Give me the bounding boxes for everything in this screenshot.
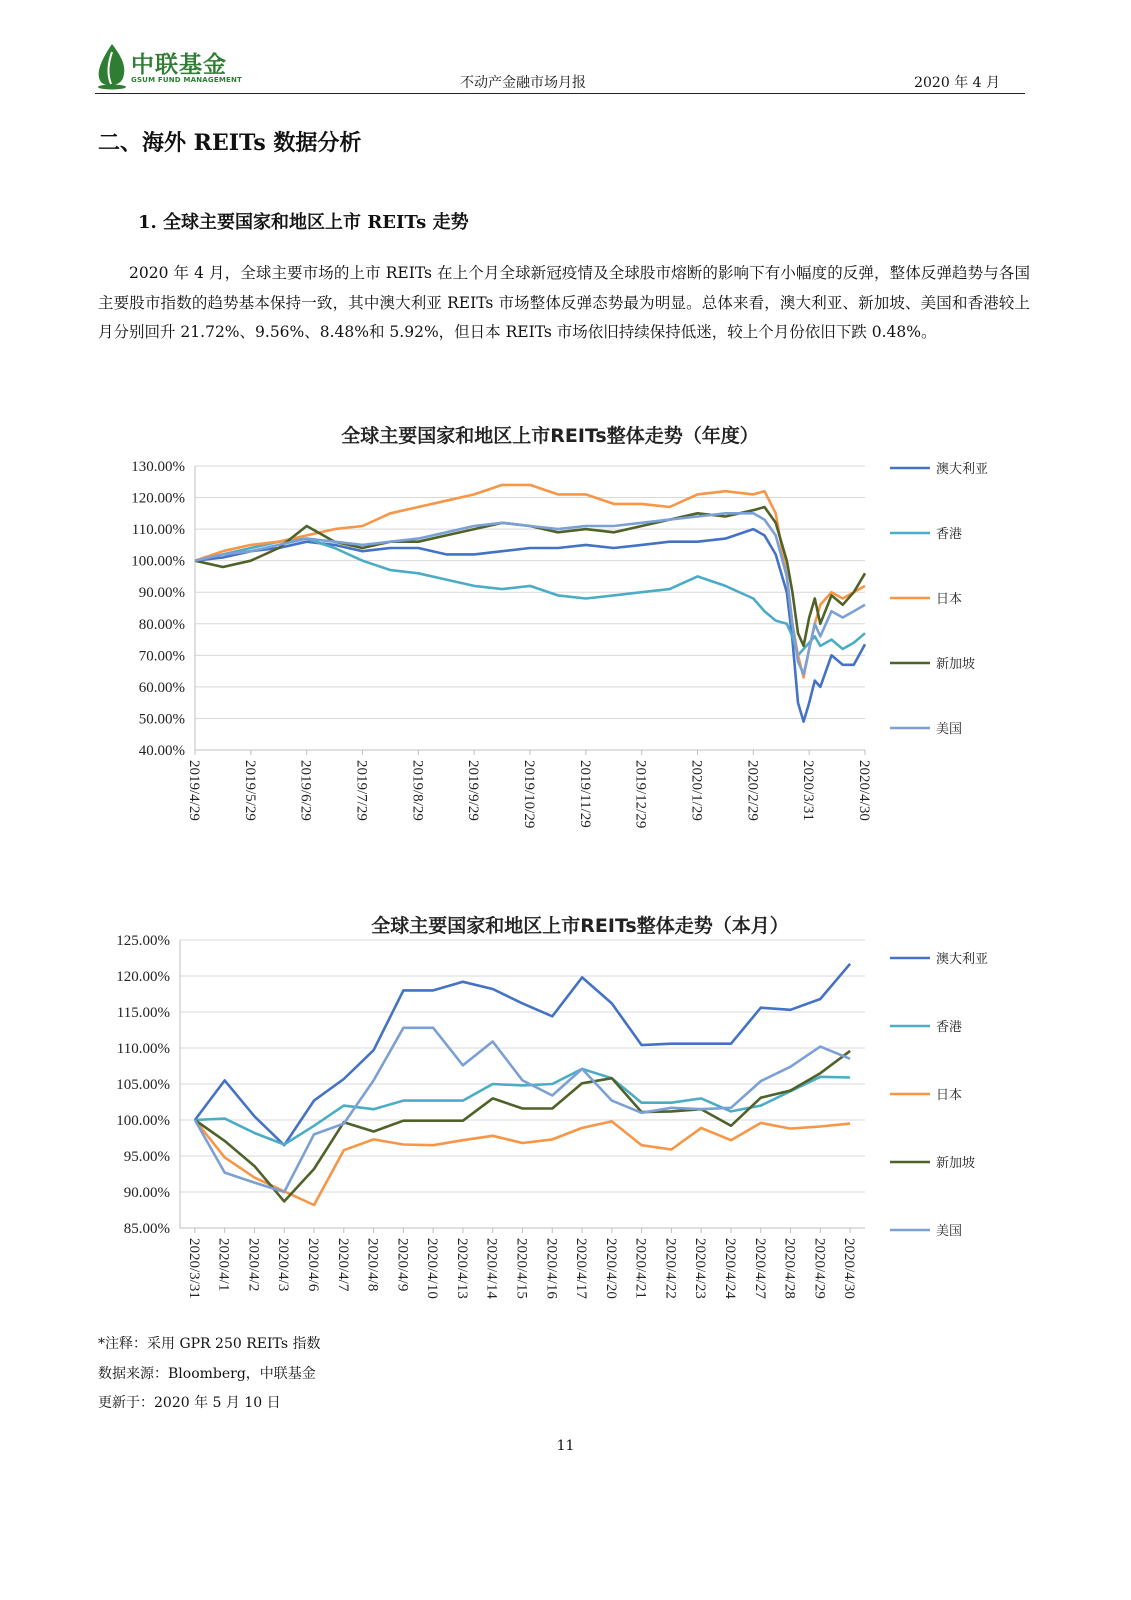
series-line-1 (195, 964, 850, 1145)
legend-label: 香港 (936, 1020, 963, 1035)
x-tick-label: 2019/11/29 (576, 760, 593, 828)
legend-label: 香港 (936, 527, 963, 542)
legend-label: 美国 (936, 722, 963, 737)
report-title: 不动产金融市场月报 (460, 75, 586, 91)
y-tick-label: 70.00% (138, 648, 185, 665)
x-tick-label: 2020/4/29 (811, 1238, 828, 1299)
monthly-chart-svg (95, 905, 1030, 1325)
chart-title: 全球主要国家和地区上市REITs整体走势（年度） (341, 425, 759, 447)
legend-label: 新加坡 (936, 657, 976, 672)
series-line-3 (195, 485, 865, 678)
monthly-reits-chart (95, 905, 1030, 1325)
logo-name: 中联基金 (131, 52, 227, 78)
y-tick-label: 105.00% (116, 1077, 170, 1093)
company-logo (95, 42, 245, 92)
y-tick-label: 40.00% (138, 743, 185, 759)
legend-label: 澳大利亚 (936, 952, 989, 967)
x-tick-label: 2020/4/22 (662, 1238, 679, 1299)
series-line-4 (195, 1051, 850, 1202)
y-tick-label: 95.00% (123, 1149, 170, 1165)
x-tick-label: 2020/4/3 (275, 1238, 292, 1292)
y-tick-label: 85.00% (123, 1221, 170, 1237)
y-tick-label: 90.00% (138, 585, 185, 602)
x-tick-label: 2020/4/8 (364, 1238, 381, 1292)
x-tick-label: 2019/5/29 (241, 760, 258, 821)
y-tick-label: 90.00% (123, 1185, 170, 1201)
annual-reits-chart (95, 415, 1030, 865)
section-heading: 二、海外 REITs 数据分析 (98, 130, 362, 156)
page-header (95, 40, 1025, 95)
legend-label: 美国 (936, 1224, 963, 1239)
y-tick-label: 130.00% (131, 459, 185, 475)
x-tick-label: 2020/4/23 (692, 1238, 709, 1299)
x-tick-label: 2020/4/20 (602, 1238, 619, 1299)
x-tick-label: 2019/10/29 (521, 760, 537, 829)
y-tick-label: 80.00% (138, 616, 185, 633)
x-tick-label: 2019/9/29 (465, 760, 482, 821)
x-tick-label: 2020/4/30 (841, 1238, 858, 1299)
y-tick-label: 50.00% (138, 711, 185, 728)
x-tick-label: 2019/4/29 (186, 760, 202, 821)
note-updated: 更新于：2020 年 5 月 10 日 (98, 1395, 281, 1411)
legend-label: 澳大利亚 (936, 462, 989, 477)
y-tick-label: 110.00% (131, 522, 185, 539)
x-tick-label: 2020/4/28 (781, 1238, 798, 1299)
y-tick-label: 120.00% (131, 490, 185, 507)
annual-chart-svg (95, 415, 1030, 865)
x-tick-label: 2020/4/14 (483, 1238, 500, 1299)
x-tick-label: 2020/3/31 (800, 760, 817, 821)
chart-title: 全球主要国家和地区上市REITs整体走势（本月） (371, 915, 789, 937)
y-tick-label: 60.00% (138, 679, 185, 696)
legend-label: 日本 (936, 592, 963, 607)
leaf-logo-icon (95, 42, 129, 90)
x-tick-label: 2020/4/13 (453, 1238, 470, 1299)
logo-subtitle: GSUM FUND MANAGEMENT (131, 76, 243, 84)
x-tick-label: 2019/6/29 (297, 760, 314, 821)
x-tick-label: 2020/4/17 (573, 1238, 590, 1299)
x-tick-label: 2020/4/10 (424, 1238, 441, 1299)
x-tick-label: 2019/8/29 (409, 760, 426, 821)
series-line-4 (195, 507, 865, 646)
x-tick-label: 2019/7/29 (353, 760, 370, 821)
x-tick-label: 2020/4/27 (751, 1238, 768, 1299)
x-tick-label: 2020/4/6 (305, 1238, 322, 1292)
legend-label: 新加坡 (936, 1156, 976, 1171)
y-tick-label: 125.00% (116, 933, 170, 949)
x-tick-label: 2020/4/2 (245, 1238, 262, 1292)
header-divider (95, 93, 1025, 94)
x-tick-label: 2020/4/9 (394, 1238, 411, 1292)
page-number: 11 (556, 1438, 575, 1454)
x-tick-label: 2020/1/29 (688, 760, 705, 821)
x-tick-label: 2020/3/31 (185, 1238, 202, 1299)
x-tick-label: 2020/4/15 (513, 1238, 530, 1299)
y-tick-label: 120.00% (116, 969, 170, 985)
x-tick-label: 2020/4/1 (215, 1238, 232, 1292)
series-line-5 (195, 1028, 850, 1192)
series-line-1 (195, 529, 865, 722)
x-tick-label: 2020/4/24 (721, 1238, 738, 1299)
report-date: 2020 年 4 月 (914, 75, 1000, 91)
y-tick-label: 100.00% (131, 553, 185, 570)
note-index: *注释：采用 GPR 250 REITs 指数 (98, 1336, 321, 1352)
x-tick-label: 2020/2/29 (744, 760, 761, 821)
body-paragraph: 2020 年 4 月，全球主要市场的上市 REITs 在上个月全球新冠疫情及全球股市熔断的影响下有小幅度的反弹，整体反弹趋势与各国主要股市指数的趋势基本保持一致，其中澳大利亚 REITs 市场整体反弹态势最为明显。总体来看，澳大利亚、新加坡、美国和香港较上月分别回升 21.72%、9.56%、8.48%和 5.92%，但日本 REITs 市场依旧持续保持低迷，较上个月份依旧下跌 0.48%。 (98, 264, 1030, 341)
x-tick-label: 2020/4/16 (543, 1238, 560, 1299)
y-tick-label: 110.00% (116, 1041, 170, 1057)
series-line-2 (195, 539, 865, 656)
y-tick-label: 115.00% (116, 1005, 170, 1021)
y-tick-label: 100.00% (116, 1113, 170, 1129)
x-tick-label: 2020/4/21 (632, 1238, 649, 1299)
x-tick-label: 2019/12/29 (632, 760, 649, 829)
legend-label: 日本 (936, 1088, 963, 1103)
chart-notes (98, 1330, 320, 1419)
note-source: 数据来源：Bloomberg，中联基金 (98, 1365, 316, 1382)
x-tick-label: 2020/4/30 (856, 760, 872, 821)
subsection-heading: 1. 全球主要国家和地区上市 REITs 走势 (138, 212, 469, 233)
x-tick-label: 2020/4/7 (334, 1238, 351, 1292)
